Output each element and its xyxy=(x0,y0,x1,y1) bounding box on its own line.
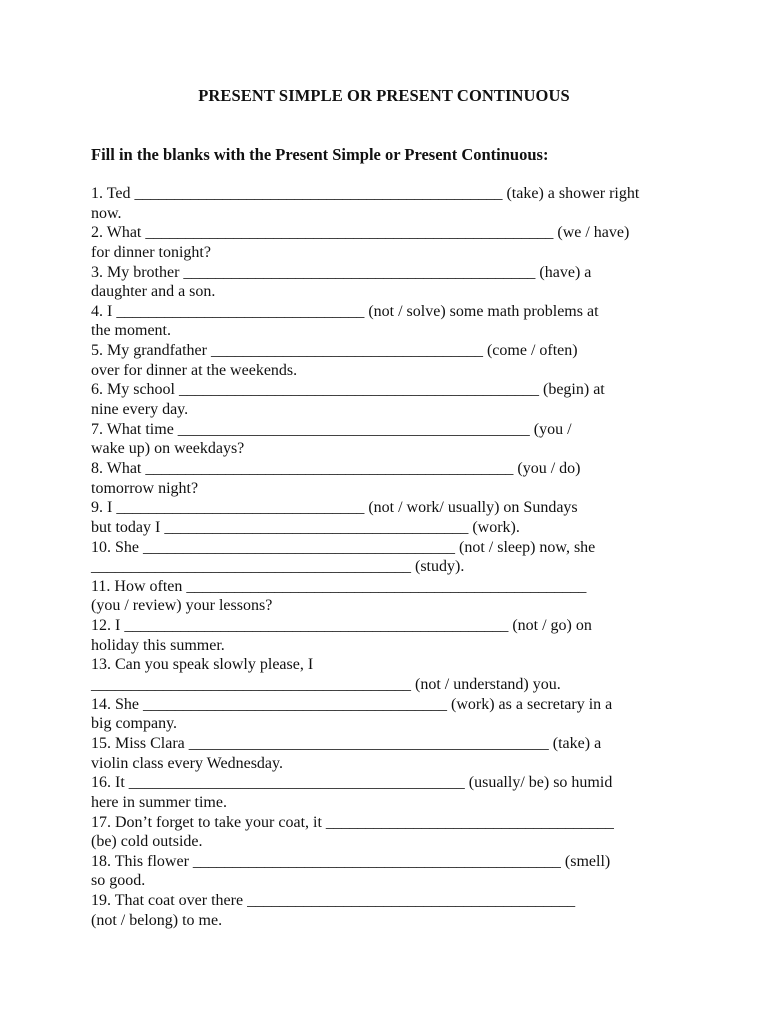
exercise-line: (not / belong) to me. xyxy=(91,911,223,929)
exercise-line: ________________________________________ (study). xyxy=(91,558,465,576)
exercise-line: 18. This flower ______________________________________________ (smell) xyxy=(91,852,611,870)
exercise-line: 17. Don’t forget to take your coat, it ____________________________________ xyxy=(91,813,614,831)
exercise-line: 14. She ______________________________________ (work) as a secretary in a xyxy=(91,695,613,713)
exercise-line: 15. Miss Clara _____________________________________________ (take) a xyxy=(91,734,602,752)
exercise-line: (you / review) your lessons? xyxy=(91,597,273,615)
exercise-line: 12. I ________________________________________________ (not / go) on xyxy=(91,617,592,635)
exercise-line: ________________________________________ (not / understand) you. xyxy=(91,676,561,694)
exercise-line: 19. That coat over there _________________________________________ xyxy=(91,892,576,910)
exercise-line: 13. Can you speak slowly please, I xyxy=(91,656,314,674)
exercise-line: holiday this summer. xyxy=(91,636,225,654)
exercise-line: 8. What ______________________________________________ (you / do) xyxy=(91,459,581,477)
exercise-line: the moment. xyxy=(91,322,171,340)
exercise-line: 9. I _______________________________ (not / work/ usually) on Sundays xyxy=(91,499,578,517)
exercise-line: 1. Ted ______________________________________________ (take) a shower right xyxy=(91,185,640,202)
instructions: Fill in the blanks with the Present Simple or Present Continuous: xyxy=(91,145,549,164)
exercise-line: 3. My brother ____________________________________________ (have) a xyxy=(91,263,592,281)
exercise-line: now. xyxy=(91,204,122,222)
exercise-line: 10. She _______________________________________ (not / sleep) now, she xyxy=(91,538,596,556)
exercise-line: 5. My grandfather __________________________________ (come / often) xyxy=(91,342,578,360)
exercise-line: for dinner tonight? xyxy=(91,243,211,261)
exercise-line: violin class every Wednesday. xyxy=(91,754,283,772)
exercise-line: nine every day. xyxy=(91,401,189,419)
exercise-line: wake up) on weekdays? xyxy=(91,440,245,458)
worksheet-title: PRESENT SIMPLE OR PRESENT CONTINUOUS xyxy=(198,86,570,105)
exercise-line: (be) cold outside. xyxy=(91,833,203,851)
exercise-line: 4. I _______________________________ (not / solve) some math problems at xyxy=(91,302,599,320)
exercise-line: so good. xyxy=(91,872,146,890)
exercise-line: big company. xyxy=(91,715,178,733)
exercise-line: over for dinner at the weekends. xyxy=(91,361,298,379)
exercise-line: daughter and a son. xyxy=(91,283,216,301)
exercise-line: 7. What time ____________________________________________ (you / xyxy=(91,420,572,438)
exercise-line: tomorrow night? xyxy=(91,479,199,497)
exercise-line: but today I ______________________________________ (work). xyxy=(91,518,520,536)
exercise-list xyxy=(91,184,691,930)
exercise-line: 2. What ___________________________________________________ (we / have) xyxy=(91,224,630,242)
exercise-line: 11. How often __________________________________________________ xyxy=(91,577,587,595)
exercise-line: 16. It __________________________________________ (usually/ be) so humid xyxy=(91,774,613,792)
exercise-line: 6. My school _____________________________________________ (begin) at xyxy=(91,381,605,399)
exercise-line: here in summer time. xyxy=(91,793,227,811)
